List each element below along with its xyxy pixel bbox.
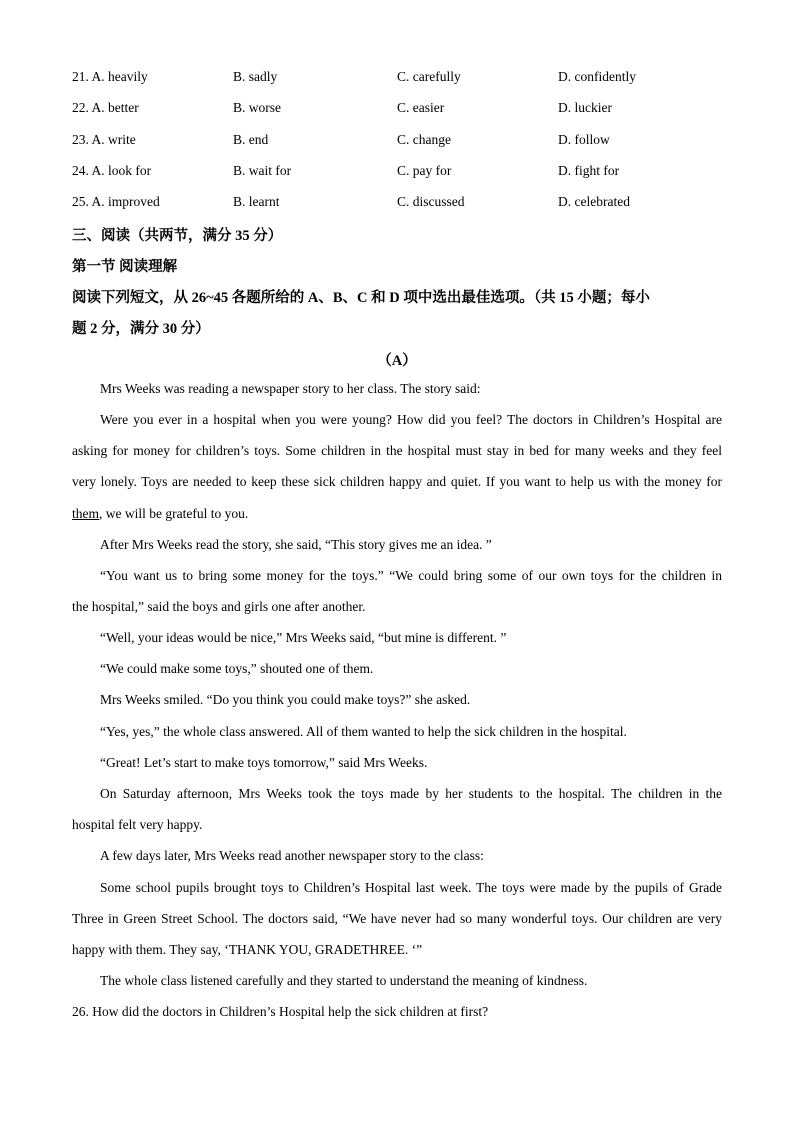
option-c: C. easier	[397, 100, 445, 115]
passage-line: “You want us to bring some money for the toys.” “We could bring some of our own toys for the children in	[100, 568, 722, 583]
option-a: 21. A. heavily	[72, 69, 148, 84]
passage-line: After Mrs Weeks read the story, she said, “This story gives me an idea. ”	[100, 537, 492, 552]
passage-line: hospital felt very happy.	[72, 817, 203, 832]
passage-line: happy with them. They say, ‘THANK YOU, GRADETHREE. ‘”	[72, 942, 423, 957]
options-row-23	[72, 132, 722, 152]
question-26: 26. How did the doctors in Children’s Hospital help the sick children at first?	[72, 1004, 489, 1019]
option-d: D. follow	[558, 132, 610, 147]
instructions-line-2: 题 2 分，满分 30 分）	[72, 321, 210, 337]
passage-line: On Saturday afternoon, Mrs Weeks took the toys made by her students to the hospital. The children in the	[100, 786, 722, 801]
option-a: 23. A. write	[72, 132, 136, 147]
passage-line: “Well, your ideas would be nice,” Mrs Weeks said, “but mine is different. ”	[100, 630, 507, 645]
option-c: C. carefully	[397, 69, 461, 84]
instructions-line-1: 阅读下列短文，从 26~45 各题所给的 A、B、C 和 D 项中选出最佳选项。（共 15 小题；每小	[72, 290, 650, 306]
options-row-24	[72, 163, 722, 183]
option-c: C. discussed	[397, 194, 465, 209]
option-b: B. sadly	[233, 69, 278, 84]
option-d: D. luckier	[558, 100, 612, 115]
option-c: C. change	[397, 132, 451, 147]
passage-line: “Great! Let’s start to make toys tomorrow,” said Mrs Weeks.	[100, 755, 428, 770]
option-d: D. fight for	[558, 163, 620, 178]
passage-label: （A）	[377, 353, 417, 369]
passage-line: Some school pupils brought toys to Children’s Hospital last week. The toys were made by the pupils of Grade	[100, 880, 722, 895]
options-row-25	[72, 194, 722, 214]
passage-line: very lonely. Toys are needed to keep these sick children happy and quiet. If you want to help us with the money for	[72, 474, 722, 489]
passage-line: “We could make some toys,” shouted one of them.	[100, 661, 374, 676]
option-b: B. worse	[233, 100, 281, 115]
option-a: 24. A. look for	[72, 163, 152, 178]
passage-line: Mrs Weeks was reading a newspaper story to her class. The story said:	[100, 381, 481, 396]
option-b: B. wait for	[233, 163, 292, 178]
option-c: C. pay for	[397, 163, 452, 178]
option-a: 25. A. improved	[72, 194, 160, 209]
passage-line	[72, 506, 248, 522]
passage-line: The whole class listened carefully and they started to understand the meaning of kindness.	[100, 973, 588, 988]
option-b: B. end	[233, 132, 269, 147]
option-a: 22. A. better	[72, 100, 139, 115]
passage-line: “Yes, yes,” the whole class answered. All of them wanted to help the sick children in the hospital.	[100, 724, 627, 739]
part-title: 第一节 阅读理解	[72, 259, 178, 275]
option-d: D. confidently	[558, 69, 636, 84]
passage-line: the hospital,” said the boys and girls one after another.	[72, 599, 366, 614]
option-d: D. celebrated	[558, 194, 630, 209]
option-b: B. learnt	[233, 194, 280, 209]
passage-line: Three in Green Street School. The doctors said, “We have never had so many wonderful toys. Our children are very	[72, 911, 722, 926]
passage-line: Were you ever in a hospital when you were young? How did you feel? The doctors in Children’s Hospital are	[100, 412, 722, 427]
passage-line: A few days later, Mrs Weeks read another newspaper story to the class:	[100, 848, 484, 863]
section-title: 三、阅读（共两节，满分 35 分）	[72, 228, 283, 244]
options-row-21	[72, 69, 722, 89]
passage-line: asking for money for children’s toys. Some children in the hospital must stay in bed for many weeks and they feel	[72, 443, 722, 458]
passage-line: Mrs Weeks smiled. “Do you think you could make toys?” she asked.	[100, 692, 471, 707]
options-row-22	[72, 100, 722, 120]
passage-text: , we will be grateful to you.	[99, 506, 249, 521]
underlined-word: them	[72, 506, 99, 521]
